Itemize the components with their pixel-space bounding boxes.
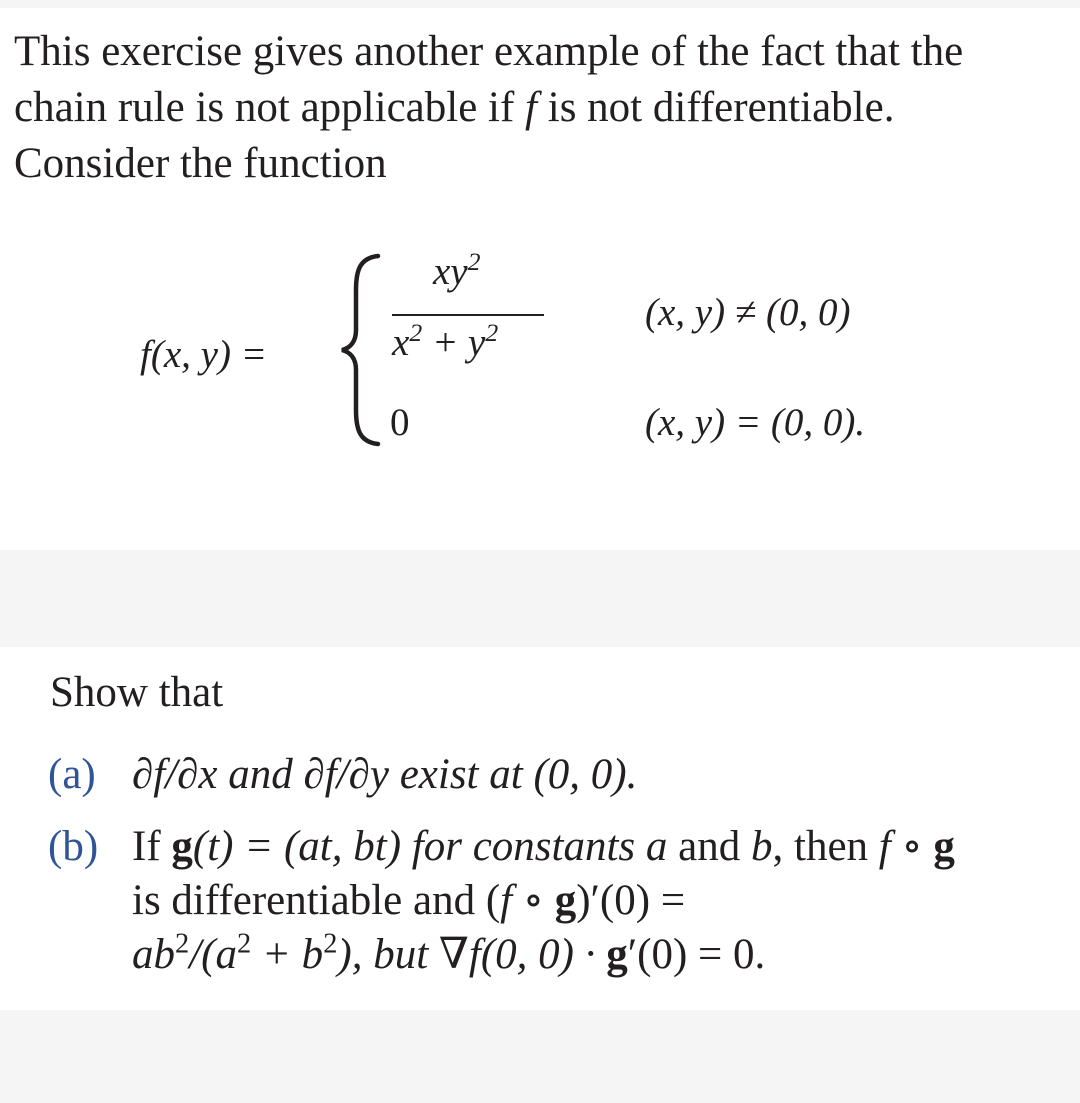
denominator-plus-y: + y	[422, 321, 486, 364]
intro-paragraph	[14, 24, 1064, 192]
part-b-l1-b: (t) = (at, bt) for constants	[192, 823, 646, 870]
part-b-g-vector-2: g	[933, 823, 955, 870]
intro-line-1: This exercise gives another example of the fact that the	[14, 28, 964, 75]
part-b-l2-c: )′(0) =	[576, 877, 686, 924]
part-b-l2-f: f	[500, 877, 513, 924]
fraction-numerator	[433, 246, 481, 293]
part-b-l3-a: ab	[132, 931, 175, 978]
part-b-line-1	[48, 820, 955, 874]
part-b	[48, 820, 955, 982]
bottom-band	[0, 1010, 1080, 1103]
part-b-line-3	[48, 928, 955, 982]
function-symbol: f	[525, 84, 537, 131]
fraction-denominator	[392, 317, 499, 364]
intro-line-2	[14, 80, 1064, 136]
denominator-y-exponent: 2	[485, 317, 499, 347]
zero-case: 0	[390, 401, 410, 444]
denominator-x: x	[392, 321, 410, 364]
part-b-l3-c: + b	[251, 931, 324, 978]
middle-band	[0, 550, 1080, 647]
intro-line-2-end: is not differentiable.	[537, 84, 895, 131]
part-b-l1-c: and	[667, 823, 751, 870]
part-b-line-2	[48, 874, 955, 928]
part-b-l2-compose: ∘	[512, 877, 555, 924]
part-b-l2-g: g	[554, 877, 577, 924]
top-band	[0, 0, 1080, 8]
numerator-exponent: 2	[467, 246, 481, 276]
show-that-heading: Show that	[50, 669, 224, 716]
part-b-compose: ∘	[890, 823, 934, 870]
part-b-l3-g: g	[606, 931, 628, 978]
part-b-exp-3: 2	[323, 928, 338, 960]
intro-line-3: Consider the function	[14, 140, 387, 187]
part-b-b-const: b	[751, 823, 773, 870]
numerator-text: xy	[433, 250, 468, 293]
part-b-l3-e: ′(0) = 0.	[627, 931, 766, 978]
part-b-l1-d: , then	[772, 823, 879, 870]
part-b-g-vector: g	[171, 823, 193, 870]
part-b-exp-2: 2	[236, 928, 252, 960]
part-b-a-const: a	[645, 823, 668, 870]
part-b-exp-1: 2	[175, 928, 190, 960]
function-lhs: f(x, y) =	[140, 333, 267, 376]
part-b-l3-b: /(a	[189, 931, 237, 978]
part-a-text: ∂f/∂x and ∂f/∂y exist at (0, 0).	[132, 751, 638, 798]
part-b-label: (b)	[48, 823, 99, 870]
part-a-label: (a)	[48, 751, 96, 798]
condition-zero: (x, y) = (0, 0).	[645, 401, 866, 444]
part-b-l3-d: ), but ∇f(0, 0) ·	[337, 931, 607, 978]
part-b-f-symbol: f	[878, 823, 891, 870]
denominator-x-exponent: 2	[409, 317, 423, 347]
part-a	[48, 748, 637, 802]
part-b-l2-a: is differentiable and (	[132, 877, 501, 924]
part-b-l1-a: If	[132, 823, 172, 870]
condition-nonzero: (x, y) ≠ (0, 0)	[645, 291, 851, 334]
intro-line-2-start: chain rule is not applicable if	[14, 84, 526, 131]
left-brace	[338, 250, 388, 450]
fraction-bar	[392, 314, 544, 316]
